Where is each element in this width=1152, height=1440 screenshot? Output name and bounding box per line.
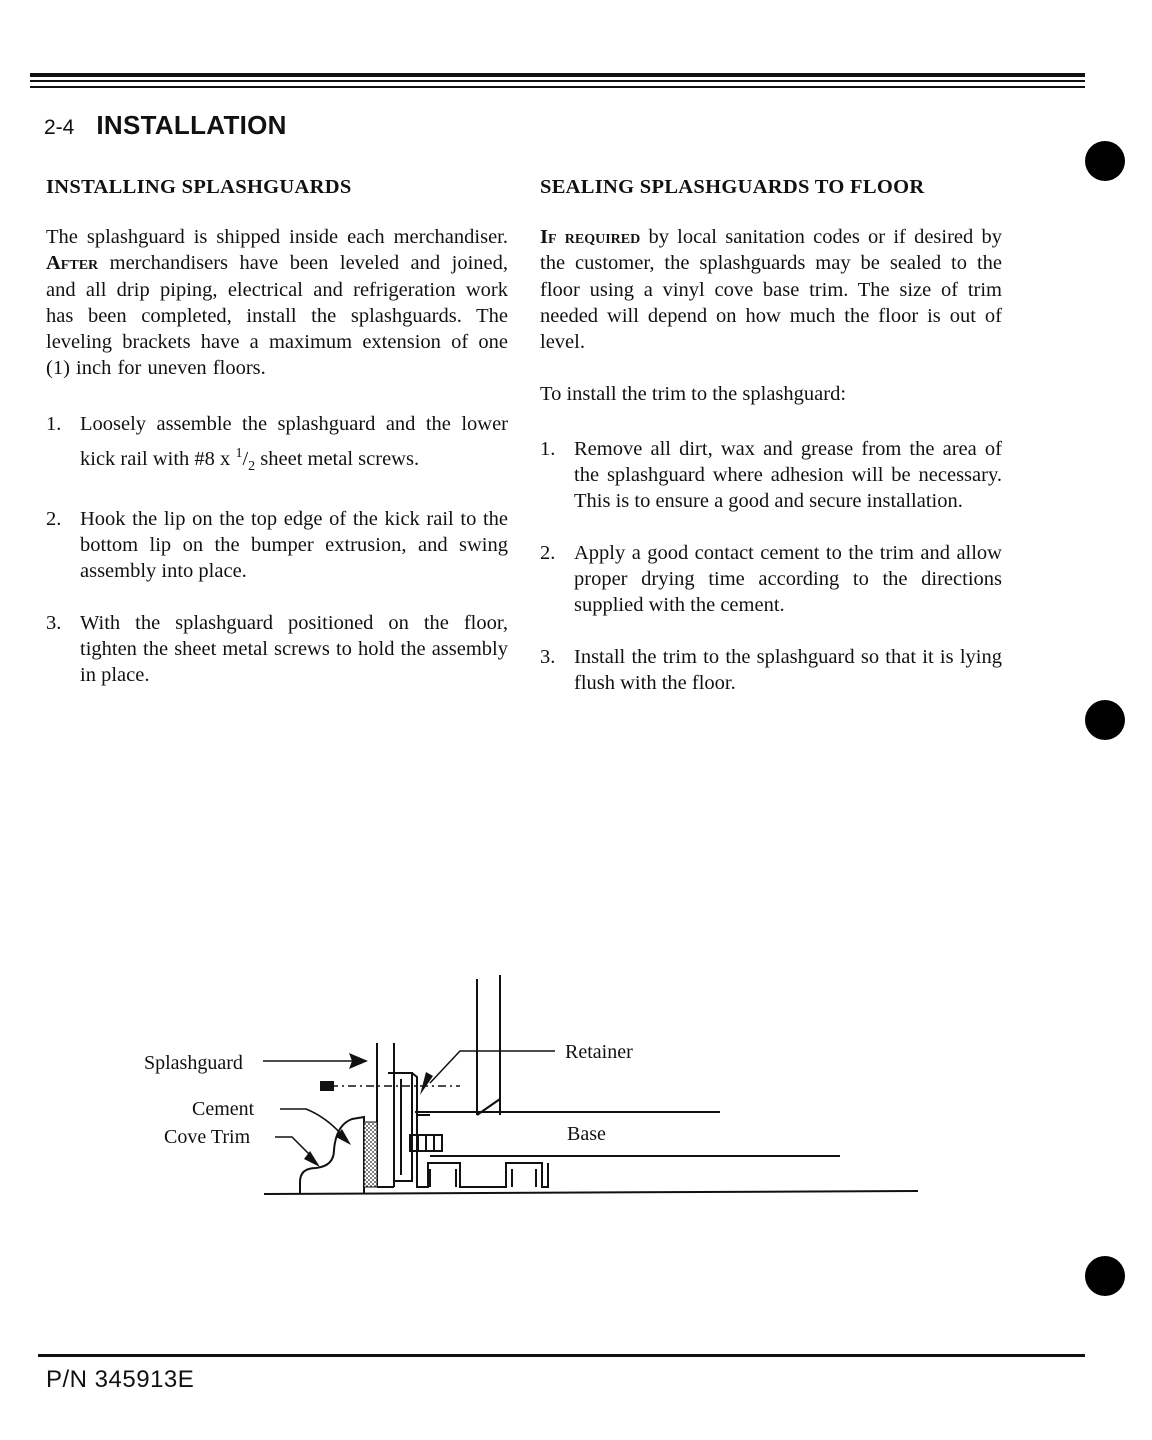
punch-hole-top (1085, 141, 1125, 181)
fraction-denominator: 2 (248, 458, 256, 474)
label-retainer: Retainer (565, 1041, 633, 1063)
step-number: 2. (46, 507, 62, 530)
list-item: 1. Loosely assemble the splashguard and the lower kick rail with #8 x $^1/_2$ sheet metal screws. (46, 410, 508, 481)
step-text: Hook the lip on the top edge of the kick rail to the bottom lip on the bumper extrusion, and swing assembly into place. (80, 507, 508, 583)
intro-emphasis: If required (540, 226, 641, 248)
sealing-splashguards-heading: SEALING SPLASHGUARDS TO FLOOR (540, 176, 925, 198)
step-number: 3. (46, 611, 62, 634)
step-number: 1. (46, 412, 62, 435)
step-number: 3. (540, 645, 556, 668)
step-number: 2. (540, 541, 556, 564)
installing-intro-paragraph (46, 224, 508, 382)
splashguard-cross-section-diagram (130, 965, 930, 1215)
fraction-numerator: 1 (235, 445, 243, 461)
footer-rule (38, 1354, 1085, 1357)
retainer-arrowhead (420, 1072, 433, 1095)
right-column (540, 170, 1002, 696)
step-text: Remove all dirt, wax and grease from the area of the splashguard where adhesion will be necessary. This is to ensure a good and secure installation. (574, 437, 1002, 513)
step-text: With the splashguard positioned on the floor, tighten the sheet metal screws to hold the assembly in place. (80, 611, 508, 687)
page-header (44, 110, 287, 141)
punch-hole-middle (1085, 700, 1125, 740)
cement-layer (364, 1122, 377, 1187)
left-column (46, 170, 508, 688)
step-text-end: sheet metal screws. (255, 447, 420, 470)
floor-line (264, 1191, 918, 1194)
list-item (540, 436, 1002, 515)
section-title: INSTALLATION (96, 110, 287, 140)
punch-hole-bottom (1085, 1256, 1125, 1296)
trim-lead-in: To install the trim to the splashguard: (540, 383, 847, 406)
sealing-steps (540, 436, 1002, 696)
intro-emphasis: After (46, 252, 99, 275)
intro-rest: merchandisers have been leveled and joined, and all drip piping, electrical and refrigeration work has been completed, install the splashguards. The leveling brackets have a maximum extension of one (1) inch for uneven floors. (46, 252, 508, 380)
top-rule-mid (30, 80, 1085, 82)
top-rule-thin (30, 86, 1085, 88)
step-text: Loosely assemble the splashguard and the lower kick rail with #8 x (80, 412, 508, 470)
installing-splashguards-heading: INSTALLING SPLASHGUARDS (46, 176, 352, 198)
step-text: Apply a good contact cement to the trim and allow proper drying time according to the directions supplied with the cement. (574, 541, 1002, 617)
part-number: P/N 345913E (46, 1366, 195, 1393)
top-rule-thick (30, 73, 1085, 77)
label-base: Base (567, 1123, 606, 1145)
list-item (540, 540, 1002, 619)
label-cove-trim: Cove Trim (164, 1126, 251, 1148)
installing-steps (46, 410, 508, 689)
sealing-intro-paragraph (540, 224, 1002, 355)
list-item (46, 506, 508, 585)
section-number: 2-4 (44, 116, 75, 139)
intro-lead: The splashguard is shipped inside each merchandiser. (46, 226, 508, 248)
list-item (540, 644, 1002, 697)
label-cement: Cement (192, 1098, 255, 1120)
step-number: 1. (540, 437, 556, 460)
cove-trim-arrowhead (304, 1151, 320, 1167)
step-text: Install the trim to the splashguard so that it is lying flush with the floor. (574, 645, 1002, 694)
intro-rest: by local sanitation codes or if desired by the customer, the splashguards may be sealed to the floor using a vinyl cove base trim. The size of trim needed will depend on how much the floor is out of level. (540, 226, 1002, 354)
label-splashguard: Splashguard (144, 1052, 243, 1074)
list-item (46, 610, 508, 689)
